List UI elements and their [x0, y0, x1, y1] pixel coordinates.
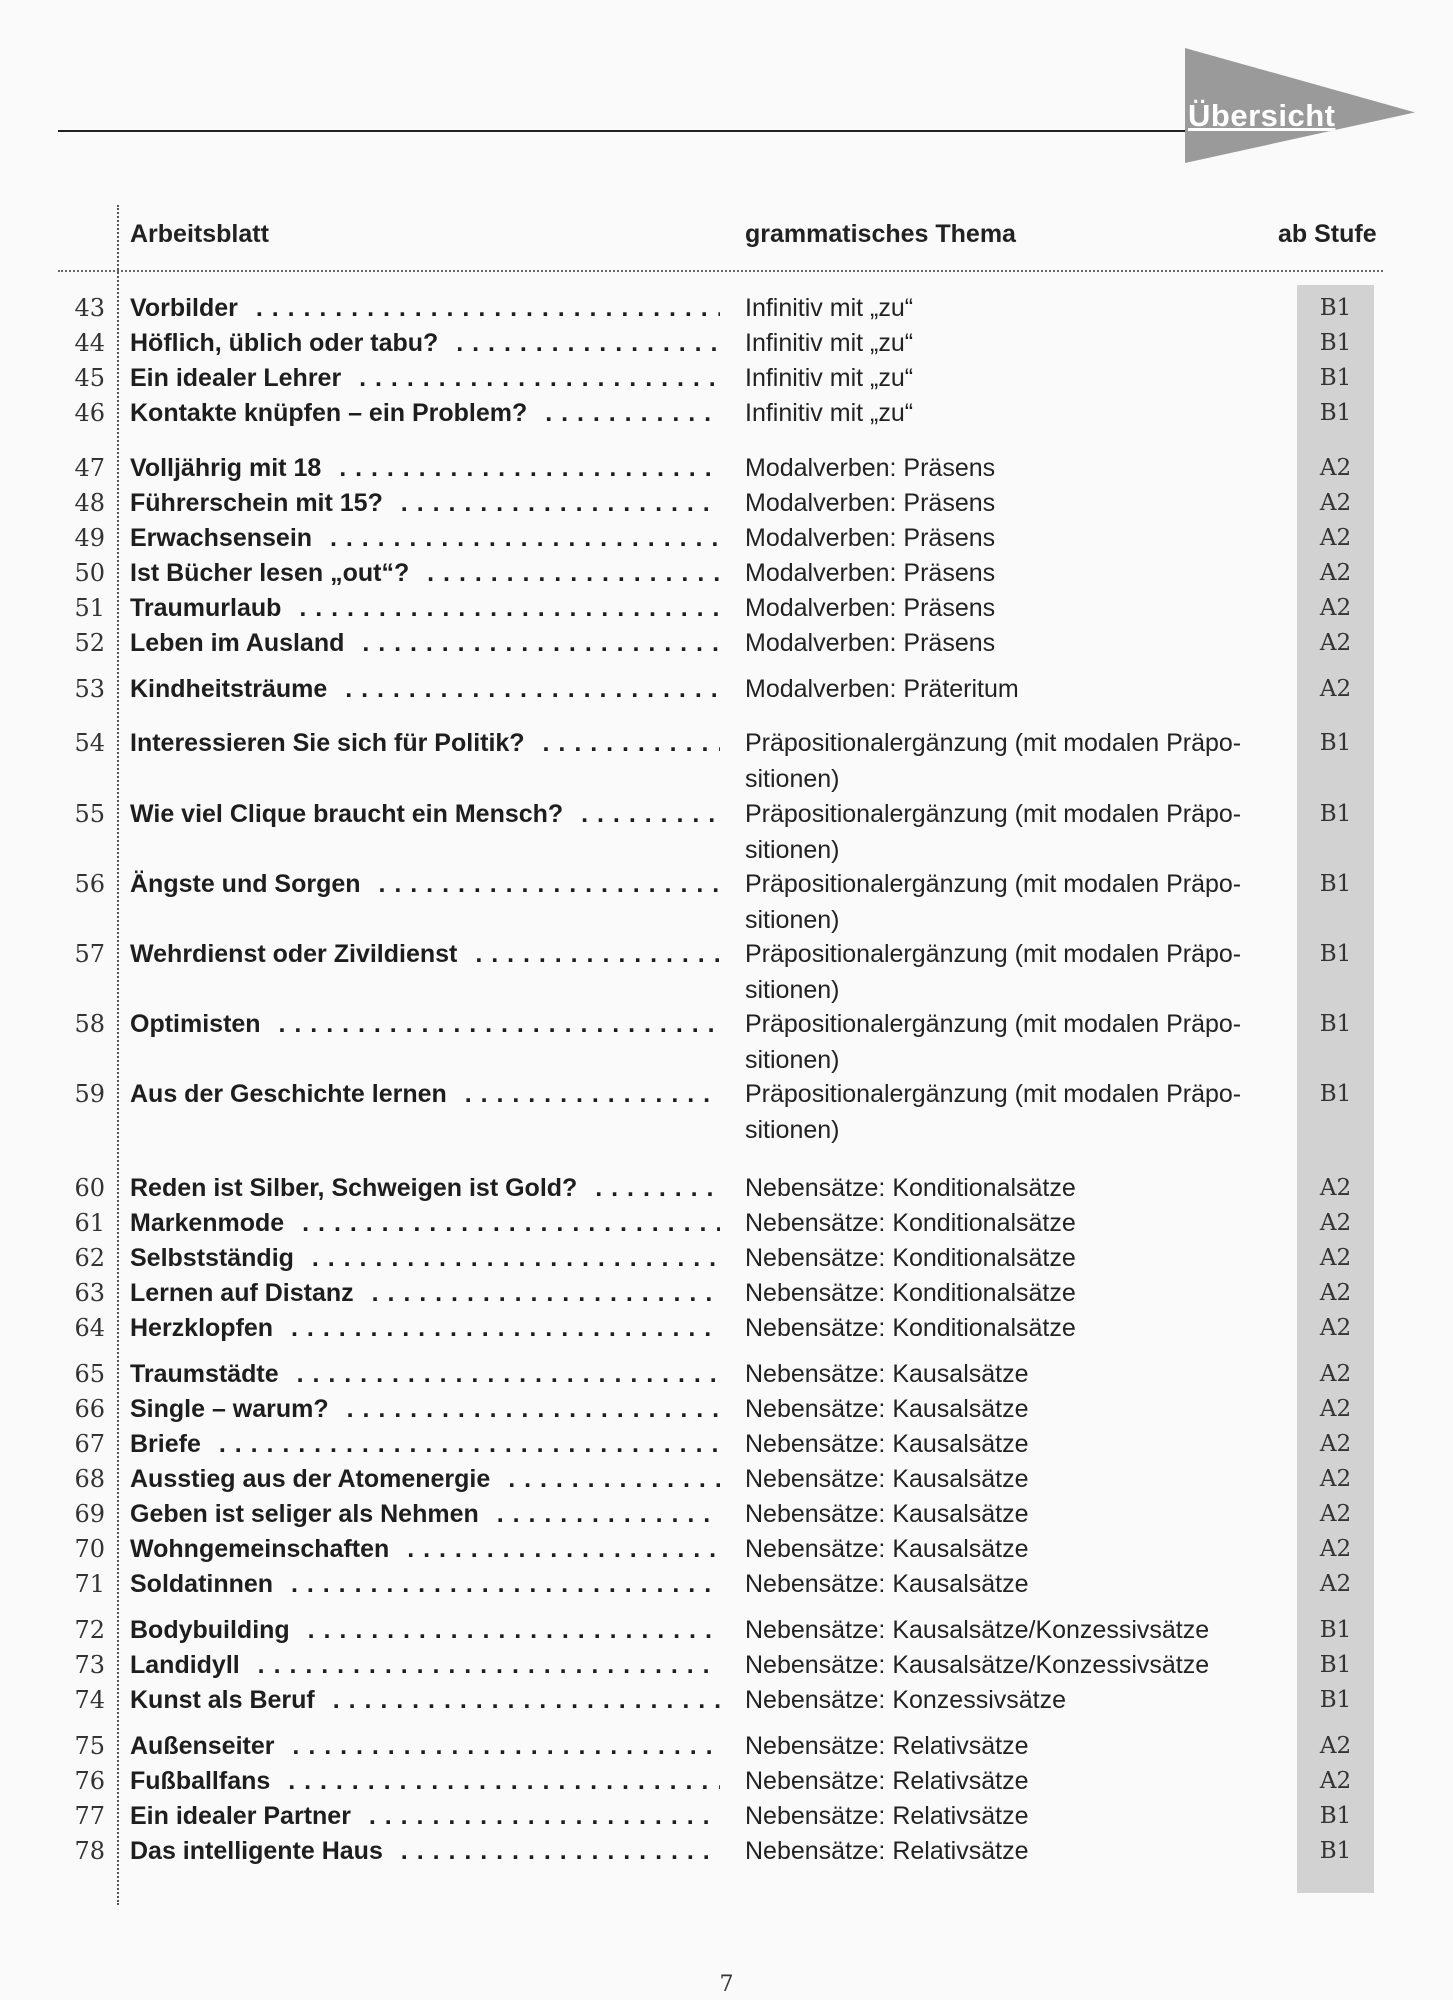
grammar-topic: Modalverben: Präsens: [745, 629, 996, 657]
grammar-topic: Nebensätze: Kausalsätze: [745, 1395, 1029, 1423]
grammar-topic: Infinitiv mit „zu“: [745, 399, 914, 427]
worksheet-number: 55: [74, 800, 105, 828]
level-badge: B1: [1319, 1803, 1352, 1829]
level-badge: A2: [1319, 1431, 1352, 1457]
worksheet-number: 50: [74, 559, 105, 587]
worksheet-title: Ein idealer Lehrer . . .: [130, 360, 720, 396]
worksheet-title: Herzklopfen . . .: [130, 1310, 720, 1346]
table-row: [0, 1205, 1453, 1241]
worksheet-number: 64: [74, 1314, 105, 1342]
grammar-topic: Nebensätze: Kausalsätze: [745, 1535, 1029, 1563]
grammar-topic-continued: sitionen): [745, 765, 840, 793]
worksheet-number: 71: [74, 1570, 105, 1598]
worksheet-title: Kontakte knüpfen – ein Problem? . . .: [130, 395, 720, 431]
worksheet-title: Fußballfans . . .: [130, 1763, 720, 1799]
table-row: [0, 1275, 1453, 1311]
worksheet-title: Vorbilder . . .: [130, 290, 720, 326]
header-rule: [58, 130, 1273, 132]
header-separator: [58, 270, 1383, 272]
level-badge: A2: [1319, 1733, 1352, 1759]
grammar-topic: Modalverben: Präteritum: [745, 675, 1019, 703]
table-row: [0, 395, 1453, 431]
grammar-topic: Präpositionalergänzung (mit modalen Präpo-: [745, 729, 1242, 757]
grammar-topic: Modalverben: Präsens: [745, 594, 996, 622]
grammar-topic: Präpositionalergänzung (mit modalen Präpo-: [745, 870, 1242, 898]
level-badge: B1: [1319, 1617, 1352, 1643]
level-badge: A2: [1319, 595, 1352, 621]
worksheet-title: Geben ist seliger als Nehmen . . .: [130, 1496, 720, 1532]
worksheet-title: Lernen auf Distanz . . .: [130, 1275, 720, 1311]
grammar-topic: Nebensätze: Konzessivsätze: [745, 1686, 1067, 1714]
worksheet-title: Selbstständig . . .: [130, 1240, 720, 1276]
worksheet-title: Wehrdienst oder Zivildienst . . .: [130, 936, 720, 972]
table-row: [0, 290, 1453, 326]
grammar-topic-continued: sitionen): [745, 976, 840, 1004]
worksheet-title: Ein idealer Partner . . .: [130, 1798, 720, 1834]
grammar-topic: Nebensätze: Konditionalsätze: [745, 1279, 1076, 1307]
table-row: [0, 1798, 1453, 1834]
worksheet-number: 76: [74, 1767, 105, 1795]
grammar-topic: Infinitiv mit „zu“: [745, 329, 914, 357]
level-badge: B1: [1319, 1838, 1352, 1864]
column-header-topic: grammatisches Thema: [745, 220, 1016, 248]
grammar-topic-continued: sitionen): [745, 906, 840, 934]
level-badge: B1: [1319, 1011, 1352, 1037]
grammar-topic: Nebensätze: Relativsätze: [745, 1802, 1029, 1830]
level-badge: A2: [1319, 1361, 1352, 1387]
worksheet-title: Landidyll . . .: [130, 1647, 720, 1683]
grammar-topic: Nebensätze: Konditionalsätze: [745, 1314, 1076, 1342]
table-row: [0, 1763, 1453, 1799]
level-badge: A2: [1319, 525, 1352, 551]
table-row: [0, 796, 1453, 864]
table-row: [0, 325, 1453, 361]
worksheet-number: 74: [74, 1686, 105, 1714]
worksheet-title: Leben im Ausland . . .: [130, 625, 720, 661]
level-badge: A2: [1319, 676, 1352, 702]
column-header-level: ab Stufe: [1278, 220, 1377, 248]
grammar-topic: Nebensätze: Kausalsätze: [745, 1360, 1029, 1388]
worksheet-title: Ängste und Sorgen . . .: [130, 866, 720, 902]
table-row: [0, 1612, 1453, 1648]
grammar-topic-continued: sitionen): [745, 1116, 840, 1144]
worksheet-number: 56: [74, 870, 105, 898]
grammar-topic: Nebensätze: Konditionalsätze: [745, 1244, 1076, 1272]
worksheet-title: Soldatinnen . . .: [130, 1566, 720, 1602]
worksheet-title: Kindheitsträume . . .: [130, 671, 720, 707]
worksheet-number: 68: [74, 1465, 105, 1493]
worksheet-title: Wohngemeinschaften . . .: [130, 1531, 720, 1567]
worksheet-title: Interessieren Sie sich für Politik? . . .: [130, 725, 720, 761]
table-row: [0, 590, 1453, 626]
level-badge: B1: [1319, 871, 1352, 897]
level-badge: A2: [1319, 490, 1352, 516]
table-row: [0, 936, 1453, 1004]
worksheet-number: 47: [74, 454, 105, 482]
worksheet-number: 53: [74, 675, 105, 703]
table-row: [0, 555, 1453, 591]
worksheet-title: Ist Bücher lesen „out“? . . .: [130, 555, 720, 591]
grammar-topic-continued: sitionen): [745, 1046, 840, 1074]
worksheet-title: Markenmode . . .: [130, 1205, 720, 1241]
grammar-topic: Modalverben: Präsens: [745, 454, 996, 482]
table-row: [0, 1728, 1453, 1764]
level-badge: A2: [1319, 1536, 1352, 1562]
table-row: [0, 485, 1453, 521]
grammar-topic: Nebensätze: Relativsätze: [745, 1837, 1029, 1865]
worksheet-number: 65: [74, 1360, 105, 1388]
worksheet-title: Single – warum? . . .: [130, 1391, 720, 1427]
level-badge: A2: [1319, 560, 1352, 586]
grammar-topic: Nebensätze: Relativsätze: [745, 1767, 1029, 1795]
worksheet-title: Führerschein mit 15? . . .: [130, 485, 720, 521]
worksheet-title: Bodybuilding . . .: [130, 1612, 720, 1648]
grammar-topic-continued: sitionen): [745, 836, 840, 864]
worksheet-number: 66: [74, 1395, 105, 1423]
worksheet-title: Ausstieg aus der Atomenergie . . .: [130, 1461, 720, 1497]
level-badge: B1: [1319, 1081, 1352, 1107]
worksheet-number: 75: [74, 1732, 105, 1760]
level-badge: A2: [1319, 1175, 1352, 1201]
table-row: [0, 360, 1453, 396]
worksheet-number: 43: [74, 294, 105, 322]
grammar-topic: Nebensätze: Kausalsätze/Konzessivsätze: [745, 1651, 1210, 1679]
level-badge: A2: [1319, 1210, 1352, 1236]
table-row: [0, 1833, 1453, 1869]
worksheet-number: 62: [74, 1244, 105, 1272]
worksheet-number: 73: [74, 1651, 105, 1679]
worksheet-number: 44: [74, 329, 105, 357]
worksheet-number: 61: [74, 1209, 105, 1237]
grammar-topic: Infinitiv mit „zu“: [745, 294, 914, 322]
table-row: [0, 1496, 1453, 1532]
level-badge: A2: [1319, 1245, 1352, 1271]
level-badge: A2: [1319, 1466, 1352, 1492]
grammar-topic: Nebensätze: Kausalsätze: [745, 1430, 1029, 1458]
worksheet-title: Wie viel Clique braucht ein Mensch? . . .: [130, 796, 720, 832]
level-badge: A2: [1319, 1768, 1352, 1794]
worksheet-number: 77: [74, 1802, 105, 1830]
table-row: [0, 1391, 1453, 1427]
grammar-topic: Nebensätze: Konditionalsätze: [745, 1174, 1076, 1202]
table-row: [0, 866, 1453, 934]
level-badge: B1: [1319, 400, 1352, 426]
page-number: 7: [719, 1972, 734, 1997]
level-badge: A2: [1319, 1501, 1352, 1527]
level-badge: A2: [1319, 1571, 1352, 1597]
level-badge: B1: [1319, 330, 1352, 356]
table-row: [0, 1356, 1453, 1392]
worksheet-number: 48: [74, 489, 105, 517]
table-row: [0, 1076, 1453, 1144]
worksheet-title: Volljährig mit 18 . . .: [130, 450, 720, 486]
worksheet-title: Das intelligente Haus . . .: [130, 1833, 720, 1869]
level-badge: B1: [1319, 941, 1352, 967]
worksheet-number: 78: [74, 1837, 105, 1865]
table-row: [0, 1310, 1453, 1346]
level-badge: A2: [1319, 455, 1352, 481]
level-badge: B1: [1319, 730, 1352, 756]
worksheet-number: 59: [74, 1080, 105, 1108]
worksheet-number: 69: [74, 1500, 105, 1528]
table-row: [0, 1682, 1453, 1718]
worksheet-title: Traumurlaub . . .: [130, 590, 720, 626]
table-row: [0, 725, 1453, 793]
worksheet-title: Traumstädte . . .: [130, 1356, 720, 1392]
worksheet-title: Optimisten . . .: [130, 1006, 720, 1042]
grammar-topic: Präpositionalergänzung (mit modalen Präpo-: [745, 800, 1242, 828]
level-badge: A2: [1319, 1280, 1352, 1306]
level-badge: A2: [1319, 1315, 1352, 1341]
table-row: [0, 625, 1453, 661]
table-row: [0, 1170, 1453, 1206]
grammar-topic: Nebensätze: Kausalsätze/Konzessivsätze: [745, 1616, 1210, 1644]
table-row: [0, 1426, 1453, 1462]
table-row: [0, 1566, 1453, 1602]
grammar-topic: Nebensätze: Kausalsätze: [745, 1500, 1029, 1528]
grammar-topic: Modalverben: Präsens: [745, 489, 996, 517]
worksheet-number: 54: [74, 729, 105, 757]
grammar-topic: Nebensätze: Kausalsätze: [745, 1465, 1029, 1493]
worksheet-number: 57: [74, 940, 105, 968]
worksheet-number: 45: [74, 364, 105, 392]
table-row: [0, 1240, 1453, 1276]
table-row: [0, 520, 1453, 556]
worksheet-number: 51: [74, 594, 105, 622]
worksheet-title: Höflich, üblich oder tabu? . . .: [130, 325, 720, 361]
worksheet-number: 52: [74, 629, 105, 657]
grammar-topic: Modalverben: Präsens: [745, 559, 996, 587]
table-row: [0, 671, 1453, 707]
worksheet-number: 60: [74, 1174, 105, 1202]
column-header-worksheet: Arbeitsblatt: [130, 220, 269, 248]
level-badge: B1: [1319, 1652, 1352, 1678]
worksheet-number: 58: [74, 1010, 105, 1038]
level-badge: B1: [1319, 1687, 1352, 1713]
worksheet-title: Reden ist Silber, Schweigen ist Gold? . . .: [130, 1170, 720, 1206]
table-row: [0, 1006, 1453, 1074]
level-badge: A2: [1319, 630, 1352, 656]
grammar-topic: Nebensätze: Relativsätze: [745, 1732, 1029, 1760]
grammar-topic: Infinitiv mit „zu“: [745, 364, 914, 392]
level-badge: B1: [1319, 801, 1352, 827]
page-title: Übersicht: [1188, 98, 1336, 133]
worksheet-number: 63: [74, 1279, 105, 1307]
worksheet-title: Außenseiter . . .: [130, 1728, 720, 1764]
level-badge: B1: [1319, 295, 1352, 321]
worksheet-title: Aus der Geschichte lernen . . .: [130, 1076, 720, 1112]
worksheet-number: 49: [74, 524, 105, 552]
level-badge: A2: [1319, 1396, 1352, 1422]
worksheet-number: 72: [74, 1616, 105, 1644]
table-row: [0, 450, 1453, 486]
grammar-topic: Nebensätze: Kausalsätze: [745, 1570, 1029, 1598]
table-row: [0, 1461, 1453, 1497]
worksheet-number: 67: [74, 1430, 105, 1458]
grammar-topic: Präpositionalergänzung (mit modalen Präpo-: [745, 1080, 1242, 1108]
worksheet-title: Briefe . . .: [130, 1426, 720, 1462]
level-badge: B1: [1319, 365, 1352, 391]
grammar-topic: Modalverben: Präsens: [745, 524, 996, 552]
worksheet-title: Kunst als Beruf . . .: [130, 1682, 720, 1718]
grammar-topic: Präpositionalergänzung (mit modalen Präpo-: [745, 940, 1242, 968]
worksheet-number: 70: [74, 1535, 105, 1563]
grammar-topic: Nebensätze: Konditionalsätze: [745, 1209, 1076, 1237]
grammar-topic: Präpositionalergänzung (mit modalen Präpo-: [745, 1010, 1242, 1038]
table-row: [0, 1647, 1453, 1683]
worksheet-number: 46: [74, 399, 105, 427]
worksheet-title: Erwachsensein . . .: [130, 520, 720, 556]
table-row: [0, 1531, 1453, 1567]
